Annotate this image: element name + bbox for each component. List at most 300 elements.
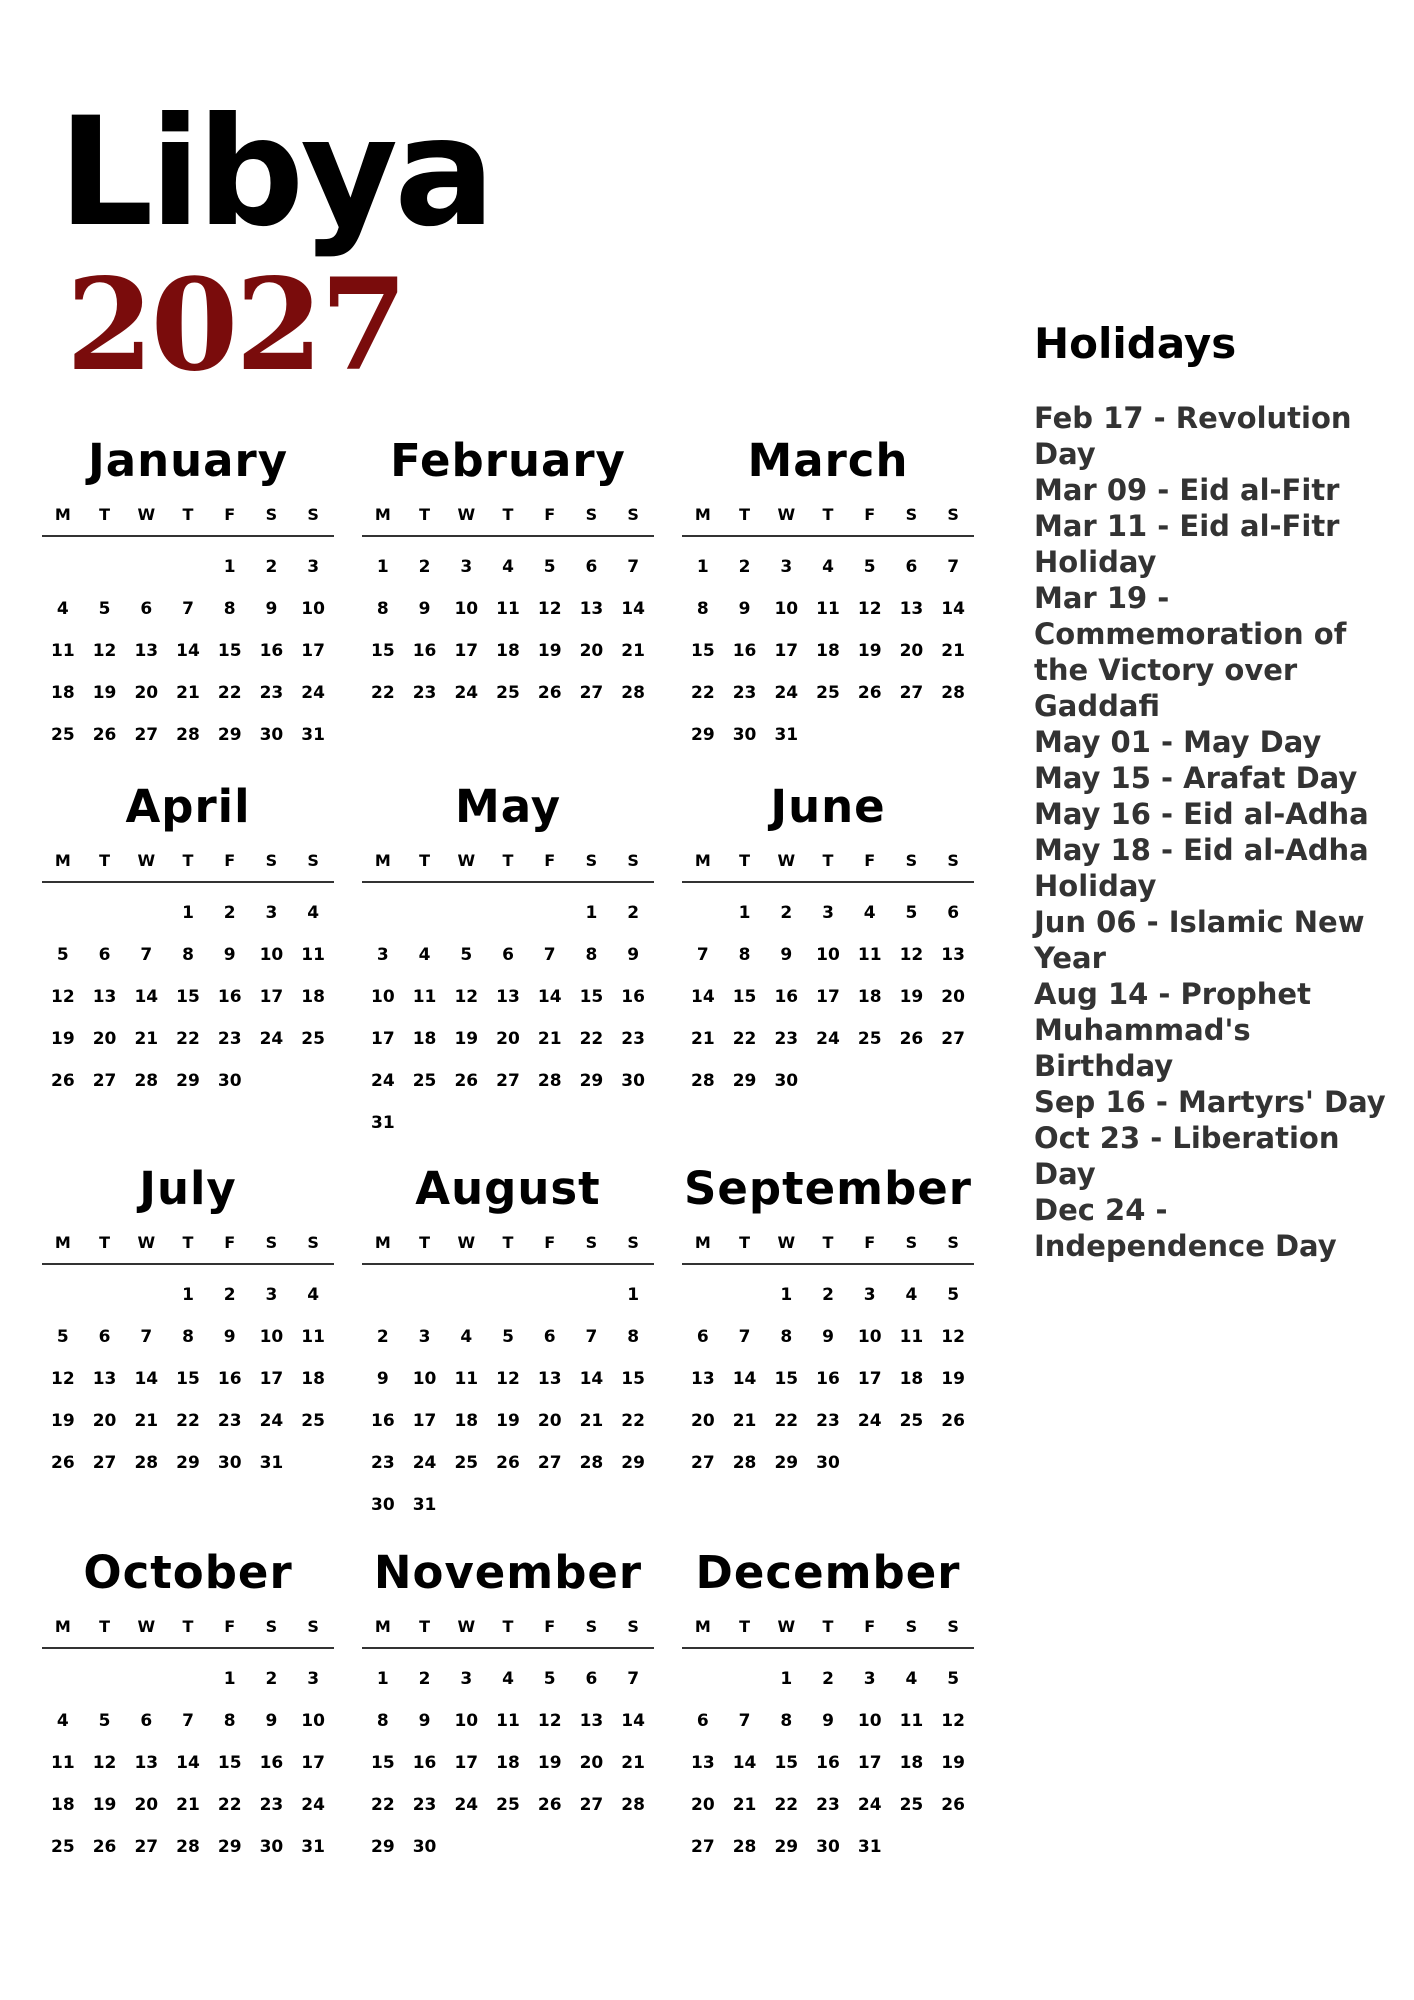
day-cell: 16 <box>412 641 437 661</box>
weekday-label: M <box>694 851 711 870</box>
day-cell: 18 <box>496 641 520 661</box>
day-cell: 5 <box>98 599 111 619</box>
month-name: November <box>373 1546 643 1599</box>
day-cell: 13 <box>941 945 965 965</box>
weekday-label: F <box>544 1617 556 1636</box>
holiday-item: May 01 - May Day <box>1034 725 1322 759</box>
day-cell: 16 <box>732 641 757 661</box>
day-cell: 14 <box>537 987 562 1007</box>
day-cell: 29 <box>774 1837 799 1857</box>
day-cell: 25 <box>454 1453 479 1473</box>
day-cell: 25 <box>899 1411 924 1431</box>
day-cell: 1 <box>696 557 709 577</box>
day-cell: 16 <box>774 987 799 1007</box>
day-cell: 12 <box>496 1369 520 1389</box>
weekday-label: W <box>137 1233 156 1252</box>
day-cell: 28 <box>621 683 645 703</box>
day-grid <box>42 892 334 1102</box>
day-cell: 9 <box>223 1327 236 1347</box>
day-cell: 25 <box>899 1795 924 1815</box>
day-cell: 5 <box>543 1669 556 1689</box>
day-cell: 26 <box>941 1795 965 1815</box>
holiday-item: Mar 19 - Commemoration of the Victory over Gaddafi <box>1034 581 1347 723</box>
day-cell: 9 <box>223 945 236 965</box>
day-cell: 29 <box>774 1453 799 1473</box>
day-cell: 5 <box>56 1327 69 1347</box>
weekday-label: W <box>777 505 796 524</box>
day-cell: 19 <box>496 1411 520 1431</box>
day-cell: 31 <box>371 1113 395 1133</box>
weekday-header <box>682 1616 974 1649</box>
day-cell: 8 <box>696 599 709 619</box>
weekday-label: M <box>54 1617 71 1636</box>
day-grid <box>362 1658 654 1868</box>
day-grid <box>362 892 654 1144</box>
day-cell: 20 <box>92 1411 117 1431</box>
day-cell: 26 <box>51 1453 75 1473</box>
day-cell: 14 <box>134 1369 159 1389</box>
day-cell: 24 <box>774 683 799 703</box>
day-cell: 16 <box>621 987 645 1007</box>
day-cell: 4 <box>863 903 876 923</box>
day-grid <box>42 1274 334 1484</box>
day-cell: 3 <box>265 1285 278 1305</box>
day-cell: 30 <box>816 1837 840 1857</box>
day-cell: 22 <box>371 1795 395 1815</box>
day-cell: 20 <box>134 1795 159 1815</box>
day-cell: 27 <box>579 1795 604 1815</box>
day-cell: 20 <box>496 1029 520 1049</box>
day-cell: 18 <box>301 987 325 1007</box>
day-cell: 3 <box>265 903 278 923</box>
day-cell: 13 <box>691 1753 715 1773</box>
day-cell: 12 <box>537 1711 562 1731</box>
day-cell: 30 <box>259 725 284 745</box>
day-cell: 14 <box>176 641 200 661</box>
month-name: May <box>454 780 562 833</box>
weekday-label: F <box>544 505 556 524</box>
day-cell: 12 <box>941 1711 965 1731</box>
day-cell: 22 <box>732 1029 757 1049</box>
day-cell: 19 <box>537 641 562 661</box>
day-cell: 26 <box>92 725 117 745</box>
year-title: 2027 <box>66 251 405 399</box>
day-cell: 22 <box>579 1029 604 1049</box>
weekday-label: S <box>905 505 918 524</box>
weekday-header <box>362 1232 654 1265</box>
day-cell: 5 <box>947 1285 960 1305</box>
day-cell: 12 <box>941 1327 965 1347</box>
day-cell: 16 <box>816 1369 840 1389</box>
day-cell: 24 <box>301 1795 325 1815</box>
day-cell: 17 <box>857 1369 882 1389</box>
day-cell: 27 <box>134 1837 159 1857</box>
day-cell: 28 <box>579 1453 604 1473</box>
day-cell: 10 <box>259 1327 284 1347</box>
day-cell: 6 <box>696 1327 709 1347</box>
day-cell: 6 <box>502 945 514 965</box>
day-cell: 20 <box>899 641 924 661</box>
weekday-header <box>682 504 974 537</box>
day-cell: 27 <box>134 725 159 745</box>
holiday-item: May 16 - Eid al-Adha <box>1034 797 1369 831</box>
month-name: December <box>695 1546 961 1599</box>
day-cell: 12 <box>92 1753 117 1773</box>
day-cell: 31 <box>774 725 799 745</box>
day-cell: 10 <box>412 1369 437 1389</box>
weekday-label: T <box>502 851 514 870</box>
day-cell: 25 <box>51 1837 75 1857</box>
day-cell: 6 <box>140 1711 153 1731</box>
day-grid <box>682 892 974 1102</box>
day-cell: 3 <box>863 1669 876 1689</box>
weekday-label: F <box>864 851 876 870</box>
weekday-label: F <box>544 851 556 870</box>
weekday-label: F <box>864 1233 876 1252</box>
weekday-label: F <box>224 505 236 524</box>
day-cell: 15 <box>371 1753 395 1773</box>
day-cell: 22 <box>217 1795 242 1815</box>
day-cell: 8 <box>182 1327 194 1347</box>
day-cell: 11 <box>301 1327 325 1347</box>
day-cell: 15 <box>621 1369 645 1389</box>
weekday-label: W <box>777 1233 796 1252</box>
day-cell: 21 <box>579 1411 604 1431</box>
day-cell: 29 <box>217 1837 242 1857</box>
day-cell: 21 <box>176 683 200 703</box>
weekday-label: W <box>137 505 156 524</box>
day-cell: 22 <box>176 1029 200 1049</box>
day-cell: 9 <box>265 599 278 619</box>
day-cell: 18 <box>51 683 75 703</box>
day-cell: 11 <box>51 641 75 661</box>
day-cell: 7 <box>182 599 194 619</box>
month-january <box>42 432 334 756</box>
day-cell: 18 <box>496 1753 520 1773</box>
day-cell: 4 <box>905 1285 918 1305</box>
day-cell: 2 <box>265 557 278 577</box>
day-cell: 3 <box>780 557 793 577</box>
day-cell: 11 <box>899 1711 924 1731</box>
day-cell: 22 <box>371 683 395 703</box>
day-cell: 1 <box>376 557 389 577</box>
day-cell: 21 <box>134 1029 159 1049</box>
day-cell: 1 <box>627 1285 640 1305</box>
day-grid <box>42 1658 334 1868</box>
month-november <box>362 1544 654 1868</box>
month-name: June <box>770 780 886 833</box>
day-cell: 6 <box>947 903 960 923</box>
weekday-label: S <box>947 1233 959 1252</box>
day-cell: 17 <box>454 1753 479 1773</box>
day-cell: 28 <box>537 1071 562 1091</box>
weekday-label: S <box>585 1617 598 1636</box>
day-cell: 24 <box>857 1795 882 1815</box>
day-cell: 21 <box>176 1795 200 1815</box>
day-cell: 8 <box>376 1711 389 1731</box>
day-cell: 14 <box>176 1753 200 1773</box>
day-cell: 28 <box>134 1453 159 1473</box>
day-cell: 2 <box>223 903 236 923</box>
day-cell: 20 <box>691 1795 715 1815</box>
day-cell: 13 <box>537 1369 562 1389</box>
day-cell: 26 <box>857 683 882 703</box>
weekday-label: M <box>54 505 71 524</box>
day-cell: 3 <box>307 557 320 577</box>
weekday-label: M <box>374 1617 391 1636</box>
day-cell: 2 <box>418 557 431 577</box>
day-cell: 20 <box>579 641 604 661</box>
day-cell: 9 <box>418 1711 431 1731</box>
day-cell: 30 <box>774 1071 799 1091</box>
weekday-label: T <box>419 851 431 870</box>
weekday-label: T <box>502 1233 514 1252</box>
month-name: August <box>415 1162 601 1215</box>
day-cell: 10 <box>301 599 325 619</box>
day-cell: 4 <box>502 1669 514 1689</box>
holiday-item: May 15 - Arafat Day <box>1034 761 1358 795</box>
day-cell: 17 <box>412 1411 437 1431</box>
day-cell: 26 <box>454 1071 479 1091</box>
day-cell: 27 <box>496 1071 520 1091</box>
day-cell: 27 <box>691 1837 715 1857</box>
day-cell: 13 <box>691 1369 715 1389</box>
weekday-label: S <box>905 1617 918 1636</box>
day-cell: 31 <box>301 1837 325 1857</box>
day-cell: 25 <box>301 1029 325 1049</box>
day-cell: 19 <box>941 1369 965 1389</box>
weekday-label: S <box>265 1617 278 1636</box>
day-cell: 28 <box>176 1837 200 1857</box>
day-cell: 18 <box>816 641 840 661</box>
weekday-label: T <box>502 505 514 524</box>
day-cell: 27 <box>691 1453 715 1473</box>
weekday-label: S <box>585 1233 598 1252</box>
day-cell: 14 <box>732 1369 757 1389</box>
weekday-label: M <box>54 1233 71 1252</box>
month-august <box>362 1160 654 1526</box>
day-cell: 19 <box>537 1753 562 1773</box>
weekday-label: M <box>374 505 391 524</box>
weekday-label: F <box>224 1617 236 1636</box>
day-cell: 29 <box>217 725 242 745</box>
day-cell: 27 <box>537 1453 562 1473</box>
day-cell: 13 <box>496 987 520 1007</box>
weekday-label: T <box>419 1233 431 1252</box>
day-cell: 26 <box>941 1411 965 1431</box>
day-cell: 28 <box>134 1071 159 1091</box>
day-cell: 16 <box>217 987 242 1007</box>
day-cell: 5 <box>543 557 556 577</box>
day-cell: 8 <box>738 945 751 965</box>
month-name: October <box>83 1546 293 1599</box>
day-cell: 15 <box>217 1753 242 1773</box>
day-cell: 5 <box>502 1327 514 1347</box>
day-cell: 29 <box>621 1453 645 1473</box>
day-cell: 5 <box>947 1669 960 1689</box>
holiday-item: Dec 24 - Independence Day <box>1034 1193 1337 1263</box>
day-cell: 30 <box>732 725 757 745</box>
day-cell: 13 <box>92 987 117 1007</box>
day-cell: 9 <box>738 599 751 619</box>
day-cell: 6 <box>140 599 153 619</box>
month-march <box>682 432 974 756</box>
day-cell: 1 <box>738 903 751 923</box>
day-cell: 15 <box>732 987 757 1007</box>
day-cell: 1 <box>585 903 598 923</box>
weekday-label: F <box>224 1233 236 1252</box>
day-cell: 26 <box>51 1071 75 1091</box>
day-cell: 28 <box>691 1071 715 1091</box>
day-cell: 1 <box>223 557 236 577</box>
day-cell: 10 <box>857 1327 882 1347</box>
weekday-label: S <box>307 1233 319 1252</box>
day-cell: 27 <box>92 1453 117 1473</box>
day-cell: 30 <box>217 1453 242 1473</box>
day-cell: 19 <box>899 987 924 1007</box>
day-cell: 9 <box>418 599 431 619</box>
month-name: September <box>684 1162 972 1215</box>
day-cell: 20 <box>579 1753 604 1773</box>
day-cell: 21 <box>134 1411 159 1431</box>
day-cell: 10 <box>301 1711 325 1731</box>
day-cell: 19 <box>941 1753 965 1773</box>
day-cell: 14 <box>579 1369 604 1389</box>
day-cell: 3 <box>863 1285 876 1305</box>
day-cell: 11 <box>857 945 882 965</box>
weekday-label: T <box>419 505 431 524</box>
day-cell: 6 <box>585 1669 598 1689</box>
weekday-label: T <box>99 505 111 524</box>
day-cell: 7 <box>585 1327 598 1347</box>
day-cell: 6 <box>585 557 598 577</box>
month-name: February <box>390 434 626 487</box>
day-cell: 12 <box>454 987 479 1007</box>
day-cell: 25 <box>301 1411 325 1431</box>
day-cell: 5 <box>98 1711 111 1731</box>
day-cell: 15 <box>176 1369 200 1389</box>
day-cell: 21 <box>691 1029 715 1049</box>
day-cell: 13 <box>134 641 159 661</box>
day-cell: 23 <box>217 1029 242 1049</box>
day-cell: 17 <box>259 1369 284 1389</box>
day-cell: 9 <box>822 1711 834 1731</box>
day-cell: 18 <box>899 1753 924 1773</box>
day-cell: 21 <box>621 1753 645 1773</box>
day-cell: 29 <box>176 1071 200 1091</box>
day-cell: 15 <box>691 641 715 661</box>
month-december <box>682 1544 974 1868</box>
weekday-label: W <box>777 1617 796 1636</box>
day-cell: 11 <box>454 1369 479 1389</box>
weekday-header <box>362 1616 654 1649</box>
day-cell: 28 <box>176 725 200 745</box>
weekday-label: S <box>307 505 319 524</box>
day-cell: 17 <box>816 987 840 1007</box>
day-cell: 20 <box>92 1029 117 1049</box>
weekday-label: S <box>947 1617 959 1636</box>
weekday-label: S <box>947 505 959 524</box>
day-cell: 9 <box>627 945 640 965</box>
day-cell: 23 <box>774 1029 799 1049</box>
day-cell: 8 <box>780 1327 793 1347</box>
day-cell: 15 <box>774 1753 799 1773</box>
day-cell: 24 <box>259 1029 284 1049</box>
weekday-header <box>362 504 654 537</box>
weekday-label: T <box>99 851 111 870</box>
day-cell: 6 <box>98 945 111 965</box>
weekday-label: T <box>182 1617 194 1636</box>
day-cell: 18 <box>412 1029 437 1049</box>
day-cell: 22 <box>774 1411 799 1431</box>
day-cell: 23 <box>412 683 437 703</box>
weekday-label: S <box>905 1233 918 1252</box>
weekday-label: T <box>822 1233 834 1252</box>
weekday-label: W <box>457 505 476 524</box>
day-cell: 23 <box>412 1795 437 1815</box>
day-cell: 17 <box>454 641 479 661</box>
day-cell: 8 <box>182 945 194 965</box>
day-cell: 2 <box>822 1669 834 1689</box>
holiday-list <box>1034 400 1394 1264</box>
holiday-item: May 18 - Eid al-Adha Holiday <box>1034 833 1369 903</box>
month-september <box>682 1160 974 1484</box>
month-october <box>42 1544 334 1868</box>
day-cell: 25 <box>412 1071 437 1091</box>
month-april <box>42 778 334 1102</box>
weekday-label: T <box>182 1233 194 1252</box>
weekday-header <box>42 504 334 537</box>
day-cell: 6 <box>696 1711 709 1731</box>
month-february <box>362 432 654 714</box>
day-cell: 30 <box>621 1071 645 1091</box>
weekday-label: F <box>864 1617 876 1636</box>
day-cell: 11 <box>496 599 520 619</box>
day-cell: 16 <box>816 1753 840 1773</box>
day-cell: 7 <box>140 1327 153 1347</box>
day-cell: 8 <box>585 945 598 965</box>
holiday-item: Aug 14 - Prophet Muhammad's Birthday <box>1034 977 1311 1083</box>
weekday-label: T <box>739 1233 751 1252</box>
day-cell: 14 <box>691 987 715 1007</box>
day-cell: 6 <box>98 1327 111 1347</box>
day-grid <box>42 546 334 756</box>
day-cell: 6 <box>543 1327 556 1347</box>
weekday-label: M <box>374 1233 391 1252</box>
day-cell: 25 <box>51 725 75 745</box>
day-cell: 15 <box>371 641 395 661</box>
day-cell: 24 <box>857 1411 882 1431</box>
day-cell: 23 <box>371 1453 395 1473</box>
day-cell: 23 <box>816 1411 840 1431</box>
day-cell: 7 <box>738 1327 751 1347</box>
day-cell: 21 <box>621 641 645 661</box>
day-cell: 7 <box>947 557 960 577</box>
weekday-label: S <box>627 851 639 870</box>
day-cell: 27 <box>941 1029 965 1049</box>
day-cell: 29 <box>732 1071 757 1091</box>
day-cell: 14 <box>732 1753 757 1773</box>
day-cell: 30 <box>816 1453 840 1473</box>
day-cell: 3 <box>822 903 834 923</box>
weekday-label: T <box>99 1617 111 1636</box>
day-cell: 24 <box>259 1411 284 1431</box>
day-cell: 8 <box>780 1711 793 1731</box>
weekday-label: W <box>457 851 476 870</box>
day-cell: 1 <box>223 1669 236 1689</box>
weekday-label: T <box>419 1617 431 1636</box>
day-cell: 17 <box>301 1753 325 1773</box>
